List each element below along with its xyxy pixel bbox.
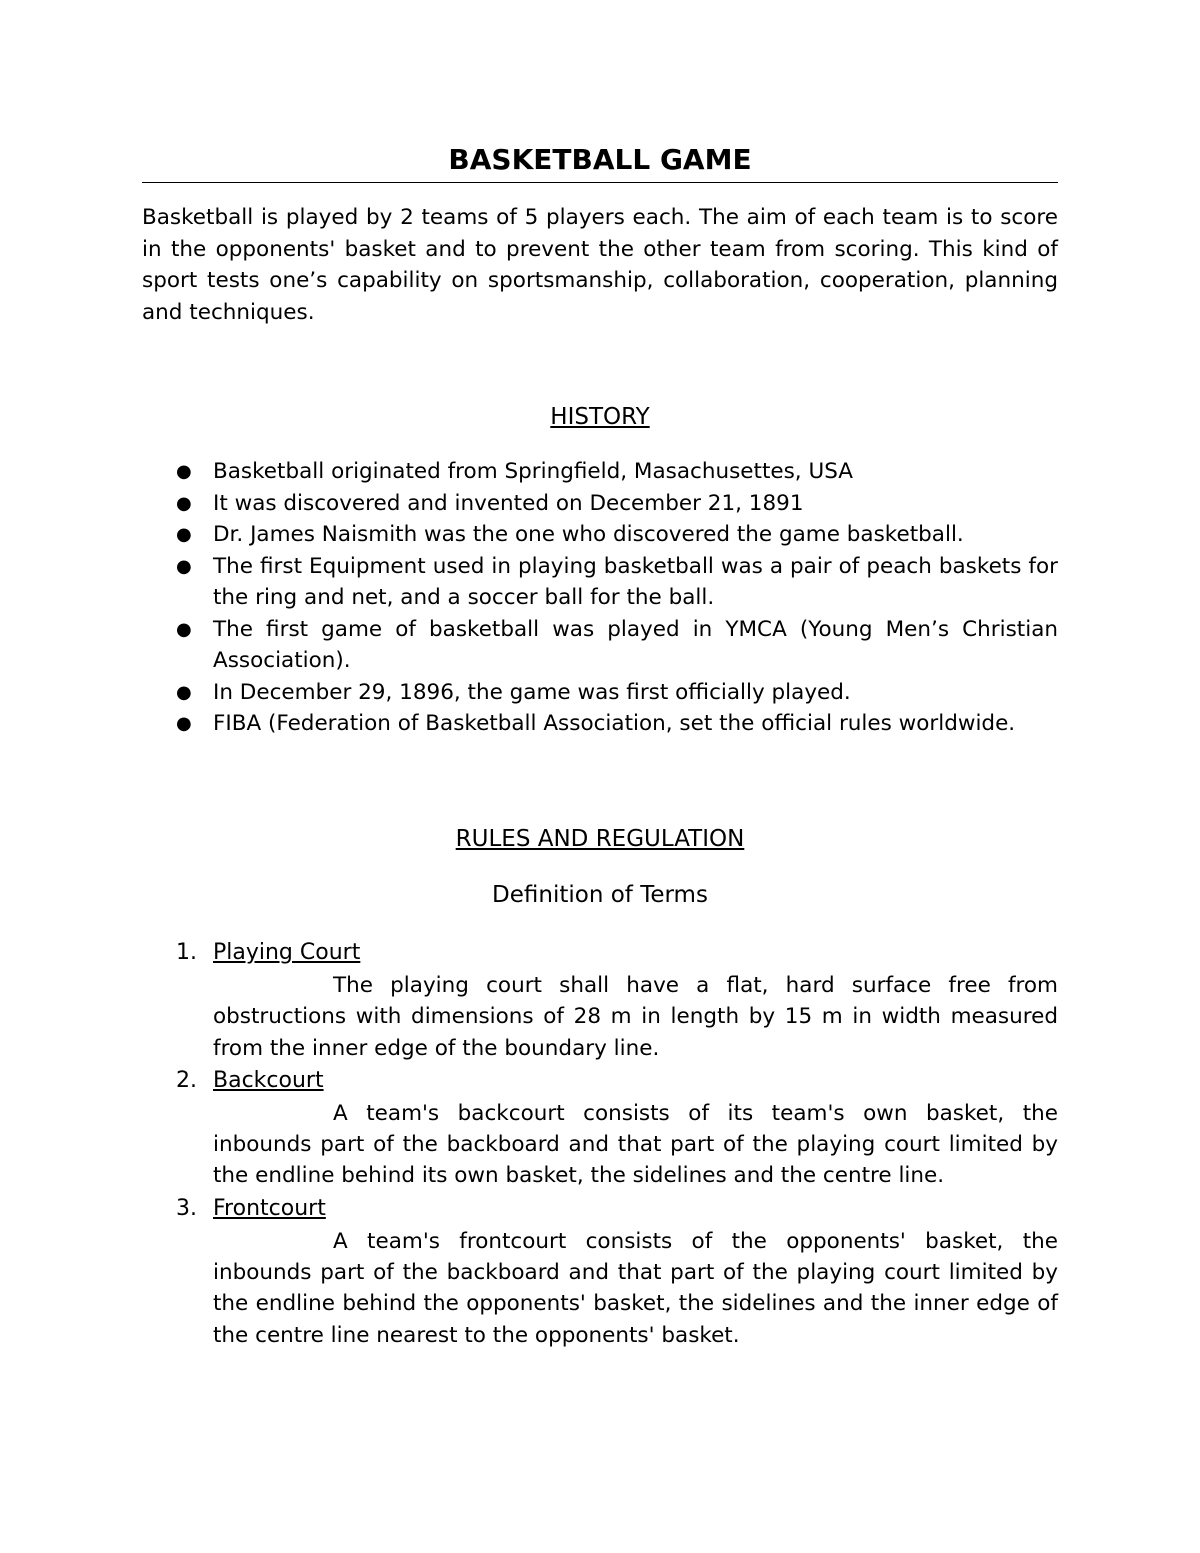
term-number: 2.	[176, 1067, 197, 1093]
terms-list	[142, 936, 1058, 1351]
term-name: Frontcourt	[213, 1195, 326, 1221]
list-item: ● It was discovered and invented on December 21, 1891	[142, 488, 1058, 520]
bullet-icon: ●	[176, 461, 192, 482]
document-title: BASKETBALL GAME	[142, 138, 1058, 183]
list-item: ● The first game of basketball was played in YMCA (Young Men’s Christian Association).	[142, 614, 1058, 677]
term-item-backcourt	[142, 1064, 1058, 1192]
bullet-icon: ●	[176, 524, 192, 545]
bullet-icon: ●	[176, 492, 192, 514]
bullet-icon: ●	[176, 555, 192, 577]
history-heading: HISTORY	[550, 404, 650, 430]
list-item: ● The first Equipment used in playing basketball was a pair of peach baskets for the ring and net, and a soccer ball for the ball.	[142, 551, 1058, 614]
term-definition: A team's backcourt consists of its team's own basket, the inbounds part of the backboard and that part of the playing court limited by the endline behind its own basket, the sidelines and the centre line.	[213, 1100, 1058, 1189]
intro-paragraph: Basketball is played by 2 teams of 5 players each. The aim of each team is to score in the opponents' basket and to prevent the other team from scoring. This kind of sport tests one’s capability on sportsmanship, collaboration, cooperation, planning and techniques.	[142, 205, 1058, 325]
list-item: ● In December 29, 1896, the game was first officially played.	[142, 677, 1058, 709]
bullet-icon: ●	[176, 618, 192, 640]
term-name: Backcourt	[213, 1067, 324, 1093]
definition-of-terms-heading: Definition of Terms	[492, 882, 708, 908]
term-name: Playing Court	[213, 940, 361, 965]
list-item: ● FIBA (Federation of Basketball Association, set the official rules worldwide.	[142, 708, 1058, 740]
list-item: ● Basketball originated from Springfield, Masachusettes, USA	[142, 456, 1058, 488]
term-number: 1.	[176, 940, 197, 965]
term-item-frontcourt	[142, 1192, 1058, 1351]
bullet-icon: ●	[176, 681, 192, 703]
term-definition: The playing court shall have a flat, hard surface free from obstructions with dimensions of 28 m in length by 15 m in width measured from the inner edge of the boundary line.	[213, 973, 1058, 1061]
term-number: 3.	[176, 1195, 197, 1221]
list-item: ● Dr. James Naismith was the one who discovered the game basketball.	[142, 519, 1058, 551]
rules-heading: RULES AND REGULATION	[455, 826, 745, 852]
bullet-icon: ●	[176, 713, 192, 734]
term-definition: A team's frontcourt consists of the opponents' basket, the inbounds part of the backboard and that part of the playing court limited by the endline behind the opponents' basket, the sidelines and the inner edge of the centre line nearest to the opponents' basket.	[213, 1228, 1058, 1348]
term-item-playing-court	[142, 936, 1058, 1064]
history-list	[142, 456, 1058, 740]
